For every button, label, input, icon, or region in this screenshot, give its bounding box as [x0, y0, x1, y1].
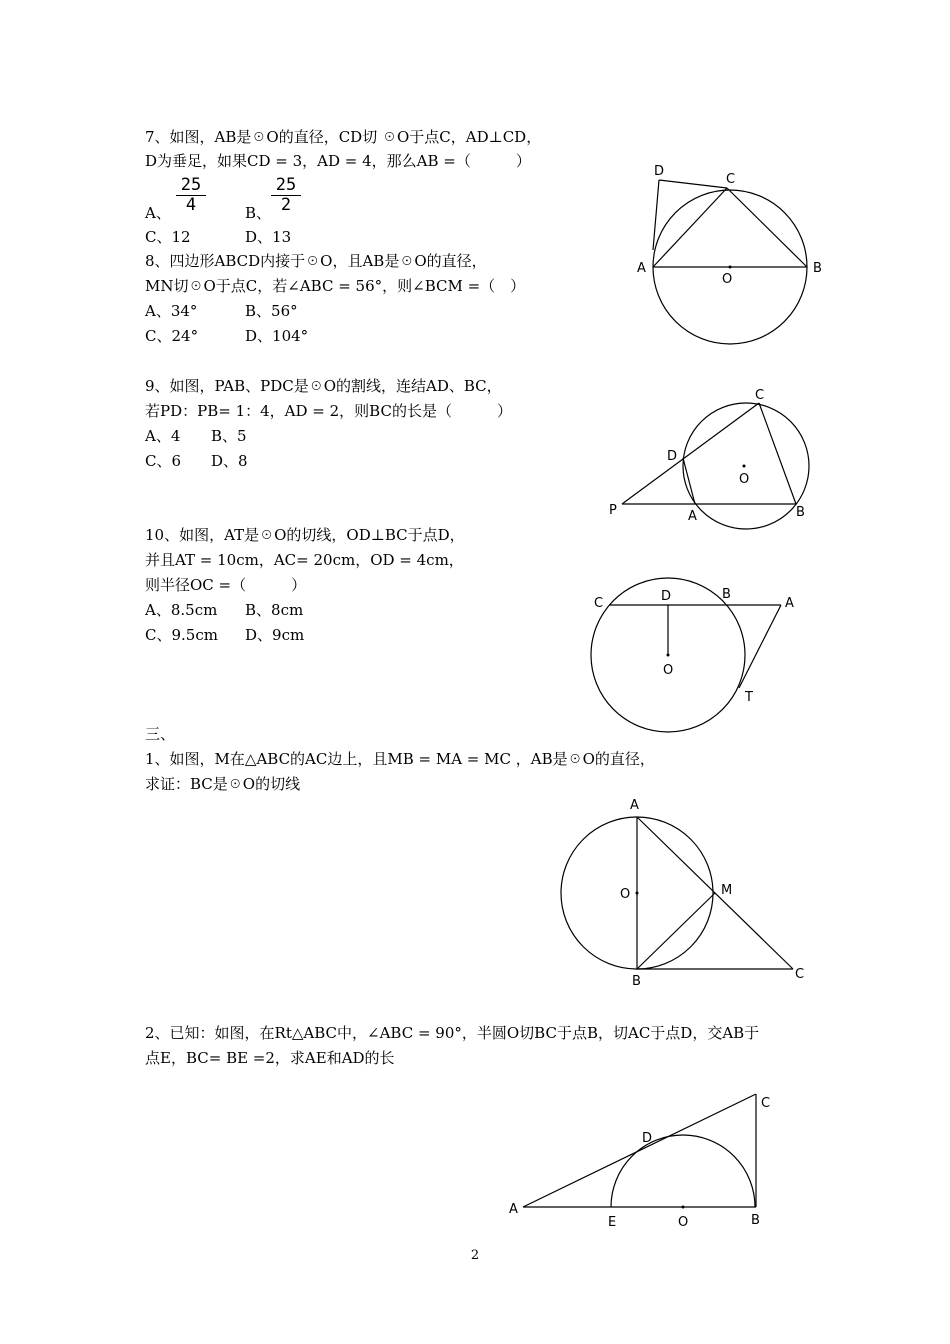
q10-label-a: A: [785, 596, 794, 611]
q8-line1: 8、四边形ABCD内接于☉O，且AB是☉O的直径，: [145, 252, 487, 270]
q7-label-b: B: [813, 261, 822, 276]
p2-semicircle: [611, 1135, 755, 1207]
q8-option-d: D、104°: [245, 327, 309, 345]
section3-heading: 三、: [145, 725, 176, 743]
q7-option-c: C、12: [145, 228, 191, 246]
q9-label-o: O: [739, 472, 750, 487]
q7-label-o: O: [722, 272, 733, 287]
p2-hypotenuse-ac: [523, 1094, 756, 1207]
q9-option-b: B、5: [211, 427, 247, 445]
q9-option-c: C、6: [145, 452, 182, 470]
q10-line2: 并且AT = 10cm，AC= 20cm，OD = 4cm，: [145, 551, 464, 569]
q7-option-b-denominator: 2: [280, 195, 292, 215]
p2-label-o: O: [678, 1215, 689, 1230]
q9-option-d: D、8: [211, 452, 248, 470]
p2-label-e: E: [608, 1215, 617, 1230]
q7-label-a: A: [637, 261, 646, 276]
q9-label-a: A: [688, 509, 697, 524]
section3-p1-line1: 1、如图，M在△ABC的AC边上，且MB = MA = MC ，AB是☉O的直径，: [145, 750, 655, 768]
p1-label-b: B: [632, 974, 641, 989]
section3-p2-line1: 2、已知：如图，在Rt△ABC中，∠ABC = 90°，半圆O切BC于点B，切AC于点D，交AB于: [145, 1024, 760, 1042]
p2-label-c: C: [761, 1096, 771, 1111]
q10-option-a: A、8.5cm: [145, 601, 218, 619]
q7-option-a-label: A、: [145, 204, 171, 222]
q10-option-c: C、9.5cm: [145, 626, 218, 644]
p1-label-m: M: [721, 883, 733, 898]
q8-option-a: A、34°: [145, 302, 198, 320]
q7-option-d: D、13: [245, 228, 292, 246]
section3-p1-line2: 求证：BC是☉O的切线: [145, 775, 301, 793]
q9-label-d: D: [667, 449, 678, 464]
q10-label-t: T: [745, 690, 753, 705]
q9-label-b: B: [796, 505, 805, 520]
q7-option-a-denominator: 4: [185, 195, 197, 215]
q8-option-b: B、56°: [245, 302, 298, 320]
p2-center-dot: [682, 1206, 685, 1209]
q10-line3: 则半径OC =（ ）: [145, 576, 307, 594]
q9-label-p: P: [609, 503, 617, 518]
q7-line2: D为垂足，如果CD = 3，AD = 4，那么AB =（ ）: [145, 152, 531, 170]
q9-label-c: C: [755, 388, 765, 403]
q7-option-a-numerator: 25: [176, 176, 206, 196]
p2-label-d: D: [642, 1131, 653, 1146]
section3-p2-line2: 点E，BC= BE =2，求AE和AD的长: [145, 1049, 395, 1067]
q9-line2: 若PD：PB= 1：4，AD = 2，则BC的长是（ ）: [145, 402, 512, 420]
q9-option-a: A、4: [145, 427, 181, 445]
q8-option-c: C、24°: [145, 327, 199, 345]
q7-option-b-label: B、: [245, 204, 272, 222]
q10-option-d: D、9cm: [245, 626, 305, 644]
p2-label-a: A: [509, 1202, 518, 1217]
p1-label-c: C: [795, 967, 805, 982]
p1-label-o: O: [620, 887, 631, 902]
q10-option-b: B、8cm: [245, 601, 304, 619]
p2-label-b: B: [751, 1213, 760, 1228]
page-number: 2: [470, 1248, 480, 1263]
q10-label-o: O: [663, 663, 674, 678]
q10-label-d: D: [661, 589, 672, 604]
q8-line2: MN切☉O于点C，若∠ABC = 56°，则∠BCM =（ ）: [145, 277, 526, 295]
q7-label-c: C: [726, 172, 736, 187]
p1-label-a: A: [630, 798, 639, 813]
q10-label-c: C: [594, 596, 604, 611]
q7-option-b-numerator: 25: [271, 176, 301, 196]
q10-line1: 10、如图，AT是☉O的切线，OD⊥BC于点D，: [145, 526, 465, 544]
q7-label-d: D: [654, 164, 665, 179]
q7-line1: 7、如图，AB是☉O的直径，CD切 ☉O于点C，AD⊥CD，: [145, 128, 542, 146]
q10-label-b: B: [722, 587, 731, 602]
q9-line1: 9、如图，PAB、PDC是☉O的割线，连结AD、BC，: [145, 377, 502, 395]
